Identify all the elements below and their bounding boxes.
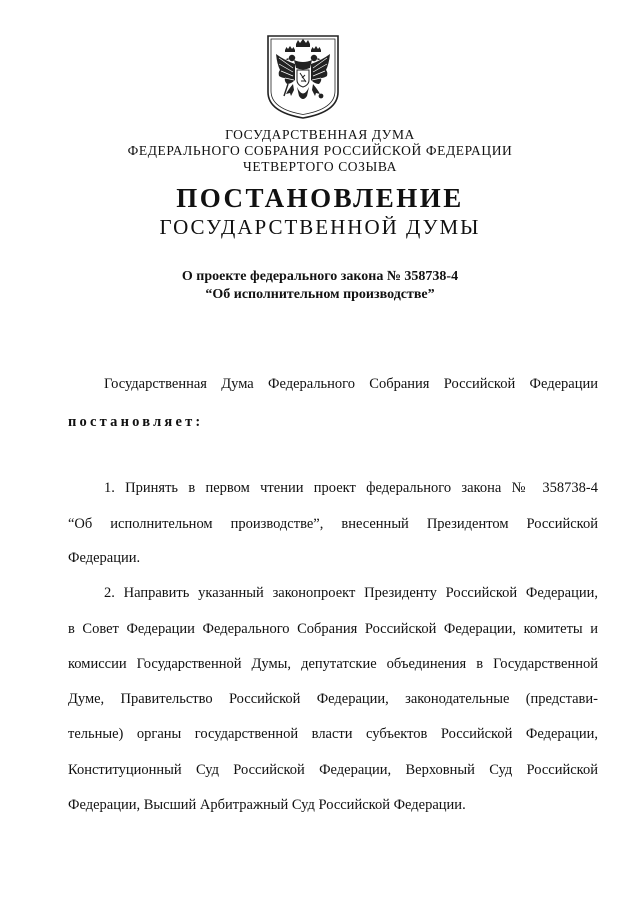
subject-line: О проекте федерального закона № 358738-4 xyxy=(181,269,459,284)
convocation: ЧЕТВЕРТОГО СОЗЫВА xyxy=(243,159,397,174)
preamble: Государственная Дума Федерального Собрания Российской Федерации xyxy=(104,376,598,392)
item-1-line-1: 1. Принять в первом чтении проект федерального закона № 358738-4 xyxy=(104,480,598,496)
item-2-line-2: в Совет Федерации Федерального Собрания Российской Федерации, комитеты и xyxy=(68,621,598,637)
item-2-line-5: тельные) органы государственной власти субъектов Российской Федерации, xyxy=(68,726,598,742)
organization-parent: ФЕДЕРАЛЬНОГО СОБРАНИЯ РОССИЙСКОЙ ФЕДЕРАЦИИ xyxy=(127,143,513,158)
organization-name: ГОСУДАРСТВЕННАЯ ДУМА xyxy=(225,127,415,142)
document-subtitle: ГОСУДАРСТВЕННОЙ ДУМЫ xyxy=(159,215,481,239)
item-2-line-6: Конституционный Суд Российской Федерации, Верховный Суд Российской xyxy=(68,762,598,778)
decree-word: постановляет: xyxy=(68,414,204,430)
coat-of-arms-icon xyxy=(266,34,340,120)
item-2-line-4: Думе, Правительство Российской Федерации, законодательные (представи- xyxy=(68,691,598,707)
item-2-line-1: 2. Направить указанный законопроект Президенту Российской Федерации, xyxy=(104,585,598,601)
item-2-line-7: Федерации, Высший Арбитражный Суд Российской Федерации. xyxy=(68,797,466,813)
item-2-line-3: комиссии Государственной Думы, депутатские объединения в Государственной xyxy=(68,656,598,672)
item-1-line-3: Федерации. xyxy=(68,550,141,566)
document-title: ПОСТАНОВЛЕНИЕ xyxy=(176,183,464,213)
subject-law-title: “Об исполнительном производстве” xyxy=(205,287,435,302)
item-1-line-2: “Об исполнительном производстве”, внесенный Президентом Российской xyxy=(68,516,598,532)
